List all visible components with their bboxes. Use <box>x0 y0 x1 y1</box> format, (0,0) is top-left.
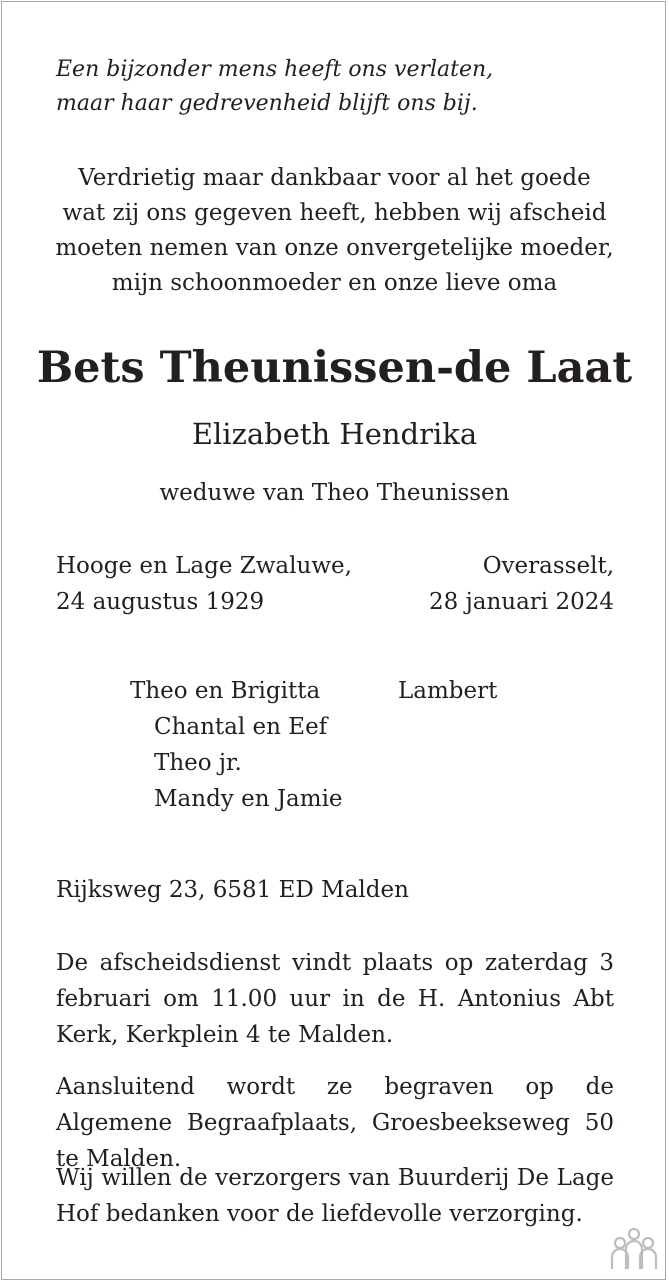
deceased-name: Bets Theunissen-de Laat <box>36 343 633 393</box>
intro-line-1: Verdrietig maar dankbaar voor al het goede <box>78 165 591 191</box>
family-member: Theo en Brigitta <box>130 678 321 704</box>
intro-line-3: moeten nemen van onze onvergetelijke moeder, <box>55 235 614 261</box>
family-member: Theo jr. <box>154 750 242 776</box>
family-member: Chantal en Eef <box>154 714 328 740</box>
family-member: Lambert <box>398 678 498 704</box>
family-member: Mandy en Jamie <box>154 786 343 812</box>
motto-line-1: Een bijzonder mens heeft ons verlaten, <box>56 57 494 82</box>
intro-line-2: wat zij ons gegeven heeft, hebben wij afscheid <box>62 200 607 226</box>
birth-date: 24 augustus 1929 <box>56 589 265 615</box>
death-place: Overasselt, <box>482 553 614 579</box>
burial-paragraph: Aansluitend wordt ze begraven op de Algemene Begraafplaats, Groesbeekseweg 50 te Malden. <box>56 1074 614 1172</box>
motto-line-2: maar haar gedrevenheid blijft ons bij. <box>56 91 478 116</box>
intro-line-4: mijn schoonmoeder en onze lieve oma <box>111 270 558 296</box>
service-paragraph: De afscheidsdienst vindt plaats op zaterdag 3 februari om 11.00 uur in de H. Antonius Abt Kerk, Kerkplein 4 te Malden. <box>56 950 614 1048</box>
thanks-paragraph: Wij willen de verzorgers van Buurderij De Lage Hof bedanken voor de liefdevolle verzorging. <box>56 1165 614 1227</box>
deceased-full-name: Elizabeth Hendrika <box>191 417 478 451</box>
birth-place: Hooge en Lage Zwaluwe, <box>56 553 352 579</box>
people-group-icon <box>610 1227 658 1271</box>
death-date: 28 januari 2024 <box>429 589 614 615</box>
address: Rijksweg 23, 6581 ED Malden <box>56 877 409 903</box>
spouse-line: weduwe van Theo Theunissen <box>159 480 510 506</box>
